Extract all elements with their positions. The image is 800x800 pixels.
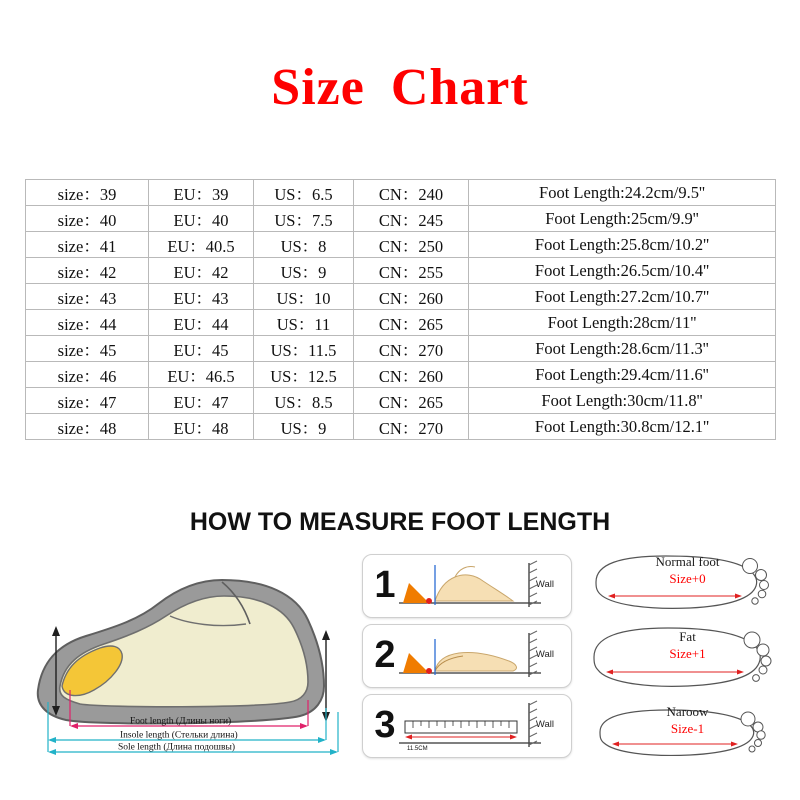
wall-label: Wall — [535, 649, 554, 660]
wall-label: Wall — [535, 719, 554, 730]
page-title — [0, 58, 800, 117]
step-number: 2 — [374, 634, 396, 676]
step-card-1 — [362, 554, 572, 618]
cell-cn: CN：265 — [354, 388, 469, 414]
foot-type-name: Fat — [679, 629, 696, 644]
cell-foot-length: Foot Length:29.4cm/11.6'' — [469, 362, 776, 388]
step-number: 1 — [374, 564, 396, 606]
table-row — [26, 206, 776, 232]
step-card-3 — [362, 694, 572, 758]
cell-size: size：41 — [26, 232, 149, 258]
foot-type-size: Size+0 — [669, 571, 706, 586]
cell-eu: EU：46.5 — [149, 362, 254, 388]
cell-size: size：48 — [26, 414, 149, 440]
cell-cn: CN：240 — [354, 180, 469, 206]
label-insole-length: Insole length (Стельки длина) — [120, 730, 238, 741]
cell-us: US：9 — [254, 258, 354, 284]
table-row — [26, 362, 776, 388]
cell-foot-length: Foot Length:28cm/11'' — [469, 310, 776, 336]
cell-cn: CN：270 — [354, 414, 469, 440]
cell-foot-length: Foot Length:30cm/11.8'' — [469, 388, 776, 414]
cell-eu: EU：48 — [149, 414, 254, 440]
shoe-measure-illustration — [8, 540, 353, 775]
cell-foot-length: Foot Length:24.2cm/9.5'' — [469, 180, 776, 206]
step-number: 3 — [374, 704, 396, 746]
cell-eu: EU：42 — [149, 258, 254, 284]
foot-type-narrow — [580, 698, 792, 768]
cell-eu: EU：40.5 — [149, 232, 254, 258]
cell-size: size：39 — [26, 180, 149, 206]
page-title-part2: Chart — [390, 59, 529, 116]
cell-eu: EU：47 — [149, 388, 254, 414]
cell-eu: EU：44 — [149, 310, 254, 336]
cell-foot-length: Foot Length:25cm/9.9'' — [469, 206, 776, 232]
foot-type-name: Naroow — [666, 704, 709, 719]
cell-us: US：6.5 — [254, 180, 354, 206]
cell-us: US：9 — [254, 414, 354, 440]
cell-size: size：47 — [26, 388, 149, 414]
cell-cn: CN：250 — [354, 232, 469, 258]
cell-eu: EU：45 — [149, 336, 254, 362]
cell-us: US：8.5 — [254, 388, 354, 414]
cell-cn: CN：270 — [354, 336, 469, 362]
label-foot-length: Foot length (Длины ноги) — [130, 716, 232, 727]
cell-size: size：43 — [26, 284, 149, 310]
cell-us: US：11 — [254, 310, 354, 336]
page-title-part1: Size — [271, 59, 365, 116]
cell-foot-length: Foot Length:30.8cm/12.1'' — [469, 414, 776, 440]
cell-size: size：45 — [26, 336, 149, 362]
cell-cn: CN：265 — [354, 310, 469, 336]
size-chart-table — [25, 179, 776, 440]
ruler-measure-label: 11.5CM — [407, 746, 428, 752]
foot-type-fat — [580, 623, 792, 693]
cell-size: size：46 — [26, 362, 149, 388]
cell-cn: CN：260 — [354, 362, 469, 388]
table-row — [26, 180, 776, 206]
foot-type-normal — [580, 548, 792, 618]
cell-cn: CN：260 — [354, 284, 469, 310]
table-row — [26, 414, 776, 440]
cell-size: size：40 — [26, 206, 149, 232]
cell-foot-length: Foot Length:27.2cm/10.7'' — [469, 284, 776, 310]
cell-size: size：44 — [26, 310, 149, 336]
foot-type-size: Size+1 — [669, 646, 706, 661]
foot-type-name: Normal foot — [655, 554, 720, 569]
cell-foot-length: Foot Length:25.8cm/10.2'' — [469, 232, 776, 258]
table-row — [26, 310, 776, 336]
howto-section — [0, 540, 800, 790]
table-row — [26, 258, 776, 284]
cell-foot-length: Foot Length:28.6cm/11.3'' — [469, 336, 776, 362]
table-row — [26, 388, 776, 414]
wall-label: Wall — [535, 579, 554, 590]
label-sole-length: Sole length (Длина подошвы) — [118, 742, 236, 753]
cell-eu: EU：39 — [149, 180, 254, 206]
cell-us: US：7.5 — [254, 206, 354, 232]
howto-heading: HOW TO MEASURE FOOT LENGTH — [189, 508, 611, 536]
cell-size: size：42 — [26, 258, 149, 284]
cell-foot-length: Foot Length:26.5cm/10.4'' — [469, 258, 776, 284]
cell-cn: CN：245 — [354, 206, 469, 232]
measure-steps — [362, 554, 572, 769]
cell-us: US：12.5 — [254, 362, 354, 388]
step-card-2 — [362, 624, 572, 688]
cell-eu: EU：40 — [149, 206, 254, 232]
cell-us: US：11.5 — [254, 336, 354, 362]
table-row — [26, 336, 776, 362]
cell-us: US：8 — [254, 232, 354, 258]
cell-eu: EU：43 — [149, 284, 254, 310]
cell-us: US：10 — [254, 284, 354, 310]
foot-types — [580, 548, 795, 773]
cell-cn: CN：255 — [354, 258, 469, 284]
table-row — [26, 284, 776, 310]
table-row — [26, 232, 776, 258]
foot-type-size: Size-1 — [670, 721, 705, 736]
